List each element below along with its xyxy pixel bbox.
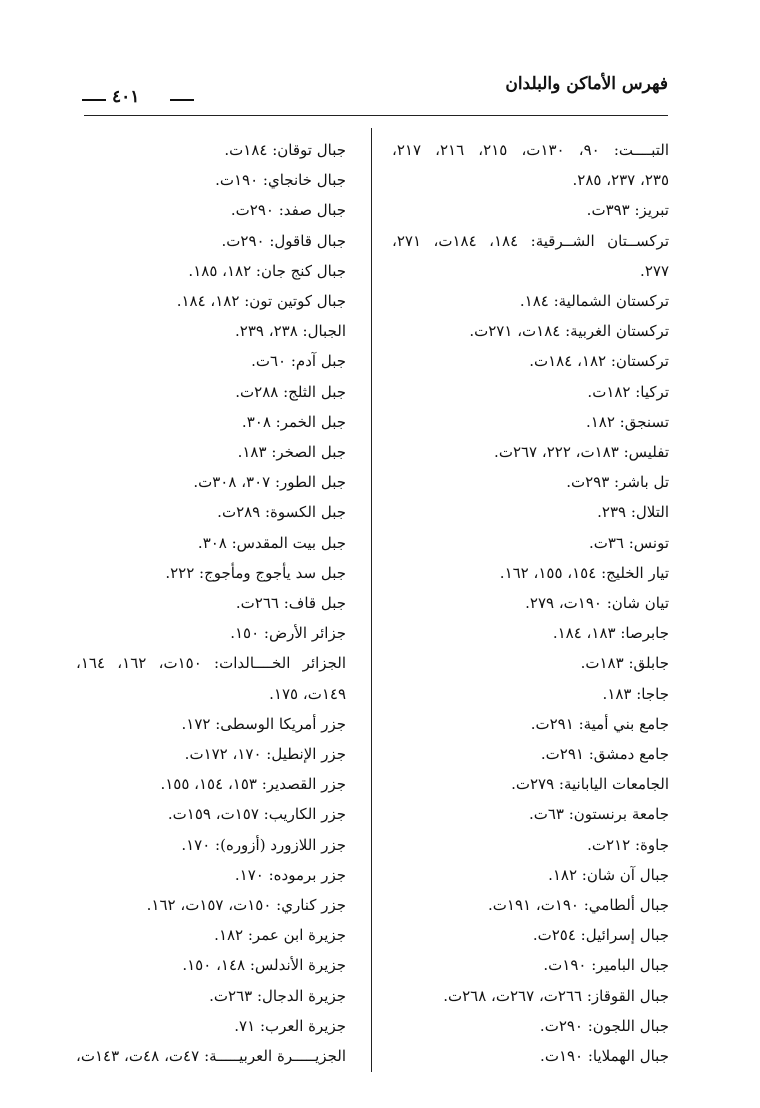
index-entry: تونس: ٣٦ت.: [588, 533, 669, 552]
index-entry: جبال الهملايا: ١٩٠ت.: [540, 1047, 669, 1066]
index-entry: جامع بني أمية: ٢٩١ت.: [530, 714, 669, 733]
index-entry: جزيرة العرب: ٧١.: [234, 1016, 346, 1035]
index-entry: جامع دمشق: ٢٩١ت.: [540, 745, 669, 764]
index-entry: جزر برموده: ١٧٠.: [234, 865, 346, 884]
index-entry: جبل بيت المقدس: ٣٠٨.: [197, 533, 346, 552]
index-entry: جبل آدم: ٦٠ت.: [251, 352, 346, 371]
index-entry: جزر كناري: ١٥٠ت، ١٥٧ت، ١٦٢.: [146, 896, 346, 915]
index-entry: جبال البامير: ١٩٠ت.: [543, 956, 669, 975]
index-entry: جبل الطور: ٣٠٧، ٣٠٨ت.: [193, 473, 346, 492]
index-entry: تركستان: ١٨٢، ١٨٤ت.: [529, 352, 669, 371]
index-entry: جبال خانجاي: ١٩٠ت.: [215, 171, 346, 190]
index-entry: تبريز: ٣٩٣ت.: [586, 201, 669, 220]
index-entry: التبــــت: ٩٠، ١٣٠ت، ٢١٥، ٢١٦، ٢١٧،: [392, 141, 669, 159]
index-column-right: [392, 135, 669, 1071]
index-entry: جزائر الأرض: ١٥٠.: [230, 624, 346, 643]
index-entry: تركستان الغربية: ١٨٤ت، ٢٧١ت.: [469, 322, 669, 341]
index-entry: جبل قاف: ٢٦٦ت.: [235, 594, 346, 613]
index-entry: تركيا: ١٨٢ت.: [587, 382, 669, 401]
index-entry: جزيرة ابن عمر: ١٨٢.: [214, 926, 346, 945]
index-entry: جبال توقان: ١٨٤ت.: [224, 141, 346, 159]
index-entry: تركســتان الشــرقية: ١٨٤، ١٨٤ت، ٢٧١،: [392, 231, 669, 250]
index-entry: جبال كوتين تون: ١٨٢، ١٨٤.: [176, 292, 346, 311]
index-entry: جبل الثلج: ٢٨٨ت.: [235, 382, 346, 401]
index-entry: الجبال: ٢٣٨، ٢٣٩.: [235, 322, 346, 341]
index-entry: جبال آن شان: ١٨٢.: [548, 865, 669, 884]
index-entry: جبل سد يأجوج ومأجوج: ٢٢٢.: [165, 563, 346, 582]
running-title: فهرس الأماكن والبلدان: [505, 74, 668, 94]
index-entry: جابلق: ١٨٣ت.: [580, 654, 669, 673]
index-entry: تسنجق: ١٨٢.: [585, 412, 669, 431]
index-entry: جزر أمريكا الوسطى: ١٧٢.: [181, 714, 346, 733]
index-entry: جزر الإنطيل: ١٧٠، ١٧٢ت.: [184, 745, 346, 764]
index-entry: تل باشر: ٢٩٣ت.: [566, 473, 669, 492]
index-entry: جزر القصدير: ١٥٣، ١٥٤، ١٥٥.: [160, 775, 346, 794]
index-entry: الجزيـــــرة العربيـــــة: ٤٧ت، ٤٨ت، ١٤٣ت،: [76, 1047, 346, 1066]
page-number-dash: [82, 99, 106, 101]
index-entry: جبال كنج جان: ١٨٢، ١٨٥.: [188, 261, 346, 280]
index-entry: جبال إسرائيل: ٢٥٤ت.: [532, 926, 669, 945]
index-column-left: [76, 135, 346, 1071]
index-entry: جامعة برنستون: ٦٣ت.: [528, 805, 669, 824]
index-entry: جزيرة الأندلس: ١٤٨، ١٥٠.: [182, 956, 346, 975]
index-entry: جزر اللازورد (أزوره): ١٧٠.: [181, 835, 346, 854]
index-entry: جبل الصخر: ١٨٣.: [237, 443, 346, 462]
index-entry: جزر الكاريب: ١٥٧ت، ١٥٩ت.: [167, 805, 346, 824]
index-entry: جاجا: ١٨٣.: [602, 684, 669, 703]
index-entry: جبل الخمر: ٣٠٨.: [241, 412, 346, 431]
index-entry-continuation: ١٤٩ت، ١٧٥.: [269, 684, 346, 703]
index-entry-continuation: ٢٧٧.: [640, 261, 669, 280]
index-entry-continuation: ٢٣٥، ٢٣٧، ٢٨٥.: [572, 171, 669, 190]
page-number-dash: [170, 99, 194, 101]
index-entry: جبال اللجون: ٢٩٠ت.: [539, 1016, 669, 1035]
index-entry: تركستان الشمالية: ١٨٤.: [519, 292, 669, 311]
index-entry: التلال: ٢٣٩.: [597, 503, 669, 522]
header-rule: [84, 115, 668, 116]
index-entry: جبل الكسوة: ٢٨٩ت.: [217, 503, 346, 522]
index-entry: جبال القوقاز: ٢٦٦ت، ٢٦٧ت، ٢٦٨ت.: [443, 986, 669, 1005]
index-entry: جزيرة الدجال: ٢٦٣ت.: [209, 986, 346, 1005]
index-entry: تفليس: ١٨٣ت، ٢٢٢، ٢٦٧ت.: [494, 443, 669, 462]
index-entry: الجزائر الخــــالدات: ١٥٠ت، ١٦٢، ١٦٤،: [76, 654, 346, 673]
index-entry: جبال صفد: ٢٩٠ت.: [230, 201, 346, 220]
column-divider: [371, 128, 372, 1072]
index-entry: جابرصا: ١٨٣، ١٨٤.: [552, 624, 669, 643]
page-number: ٤٠١: [112, 87, 140, 107]
index-entry: تيان شان: ١٩٠ت، ٢٧٩.: [525, 594, 669, 613]
index-entry: تيار الخليج: ١٥٤، ١٥٥، ١٦٢.: [499, 563, 669, 582]
index-entry: الجامعات اليابانية: ٢٧٩ت.: [511, 775, 669, 794]
index-entry: جاوة: ٢١٢ت.: [587, 835, 669, 854]
page-header: [0, 0, 760, 110]
index-entry: جبال ألطامي: ١٩٠ت، ١٩١ت.: [488, 896, 669, 915]
index-entry: جبال قاقول: ٢٩٠ت.: [221, 231, 346, 250]
